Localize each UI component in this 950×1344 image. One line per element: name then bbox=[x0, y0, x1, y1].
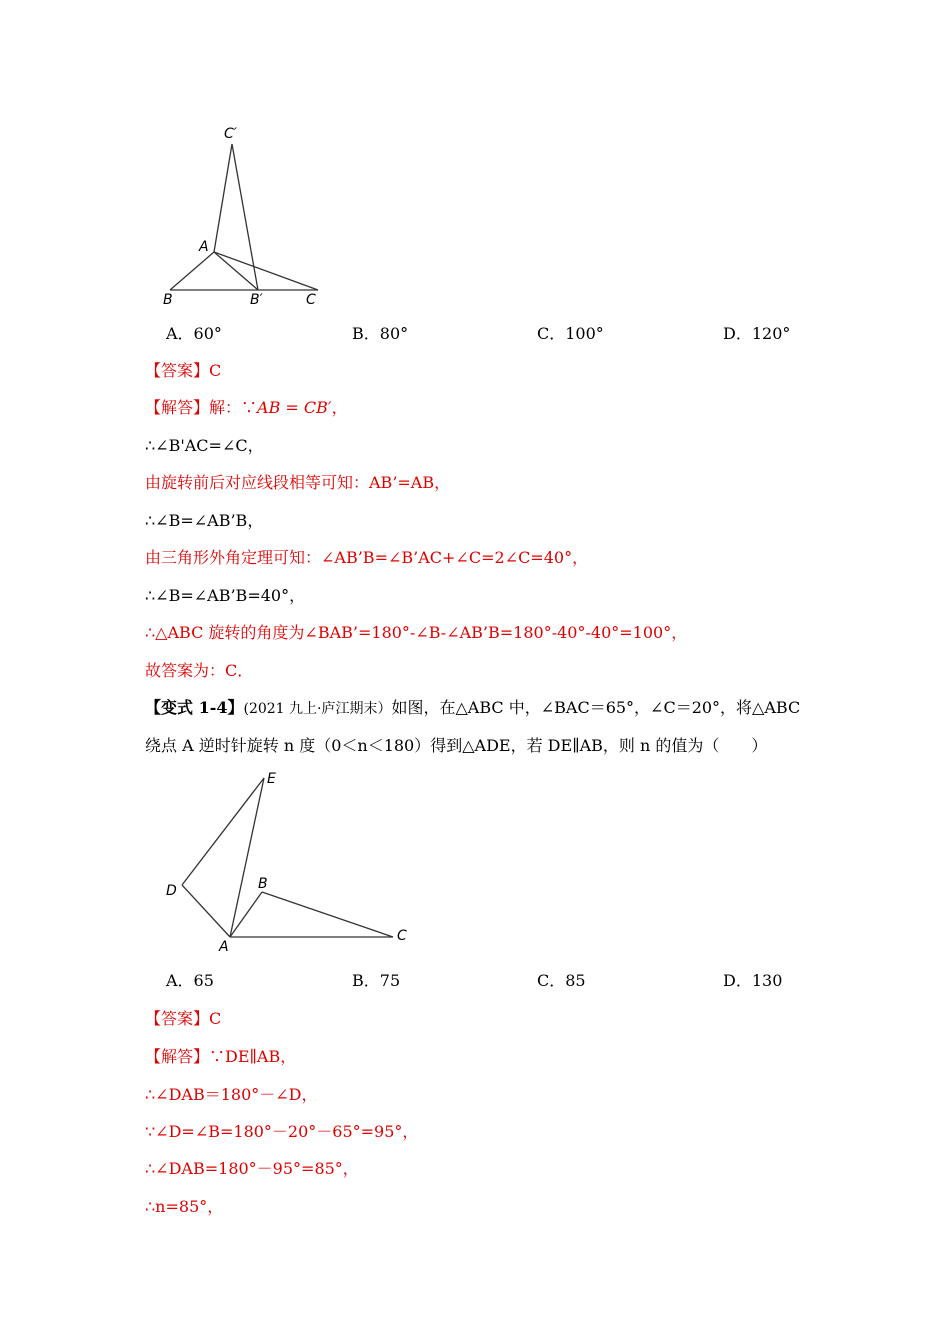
segment-de bbox=[182, 778, 264, 885]
q2-answer: 【答案】C bbox=[145, 1009, 222, 1028]
q2-stem-text: 如图，在△ABC 中，∠BAC＝65°，∠C＝20°，将△ABC bbox=[391, 698, 801, 717]
q1-option-a: A．60° bbox=[166, 324, 222, 343]
label-b-prime: B′ bbox=[250, 292, 263, 308]
q2-option-c: C．85 bbox=[537, 971, 586, 990]
q2-option-d: D．130 bbox=[723, 971, 783, 990]
label-b: B bbox=[258, 876, 268, 892]
segment-ad bbox=[182, 885, 230, 937]
q1-answer: 【答案】C bbox=[145, 361, 222, 380]
q1-solution-line: 由三角形外角定理可知：∠AB’B=∠B’AC+∠C=2∠C=40°， bbox=[145, 548, 589, 567]
segment-ac-prime bbox=[214, 144, 232, 252]
q2-option-b: B．75 bbox=[352, 971, 401, 990]
because-symbol: ∵ bbox=[241, 398, 258, 417]
q2-option-a: A．65 bbox=[166, 971, 214, 990]
q2-solution-line: ∴n=85°， bbox=[145, 1197, 224, 1216]
q1-solution-line: ∴△ABC 旋转的角度为∠BAB’=180°-∠B-∠AB’B=180°-40°-40°=100°， bbox=[145, 623, 688, 642]
label-c: C bbox=[397, 928, 407, 944]
label-b: B bbox=[163, 292, 173, 308]
q1-solution-line: ∴∠B=∠AB’B=40°， bbox=[145, 586, 306, 605]
q1-option-c: C．100° bbox=[537, 324, 604, 343]
label-a: A bbox=[219, 939, 229, 955]
q2-solution-line: ∴∠DAB=180°－95°=85°， bbox=[145, 1159, 359, 1178]
q1-option-b: B．80° bbox=[352, 324, 409, 343]
q2-stem-line-1 bbox=[145, 697, 800, 720]
q1-solution-prefix: 【解答】解： bbox=[145, 398, 242, 417]
q1-solution-comma: ， bbox=[331, 398, 348, 417]
q2-stem-line-2: 绕点 A 逆时针旋转 n 度（0＜n＜180）得到△ADE，若 DE∥AB，则 n 的值为（ ） bbox=[145, 736, 768, 755]
q1-solution-line: ∴∠B=∠AB’B， bbox=[145, 511, 264, 530]
label-e: E bbox=[267, 771, 276, 787]
segment-ab bbox=[170, 252, 214, 290]
segment-ab-prime bbox=[214, 252, 258, 290]
q1-solution-math: AB = CB′ bbox=[257, 398, 332, 417]
q2-tag: 【变式 1-4】 bbox=[145, 698, 244, 717]
segment-bc bbox=[262, 892, 393, 937]
q2-solution-line: ∵∠D=∠B=180°－20°－65°=95°， bbox=[145, 1122, 419, 1141]
label-c-prime: C′ bbox=[224, 126, 237, 142]
q1-option-d: D．120° bbox=[723, 324, 791, 343]
label-a: A bbox=[199, 239, 209, 255]
q1-solution-line: 故答案为：C． bbox=[145, 661, 254, 680]
q1-solution-first-line bbox=[145, 397, 348, 419]
q2-solution-first-line: 【解答】∵DE∥AB， bbox=[145, 1047, 297, 1066]
segment-ac bbox=[214, 252, 318, 290]
label-c: C bbox=[306, 292, 316, 308]
figure-triangle-rotation-2 bbox=[160, 765, 420, 960]
label-d: D bbox=[166, 883, 177, 899]
segment-b-prime-c-prime bbox=[232, 144, 258, 290]
q1-solution-line: 由旋转前后对应线段相等可知：AB’=AB， bbox=[145, 473, 451, 492]
q1-solution-line: ∴∠B'AC=∠C， bbox=[145, 436, 264, 455]
figure-triangle-rotation-1 bbox=[150, 115, 340, 315]
q2-source: (2021 九上·庐江期末） bbox=[243, 701, 392, 717]
q2-solution-line: ∴∠DAB＝180°－∠D， bbox=[145, 1085, 318, 1104]
